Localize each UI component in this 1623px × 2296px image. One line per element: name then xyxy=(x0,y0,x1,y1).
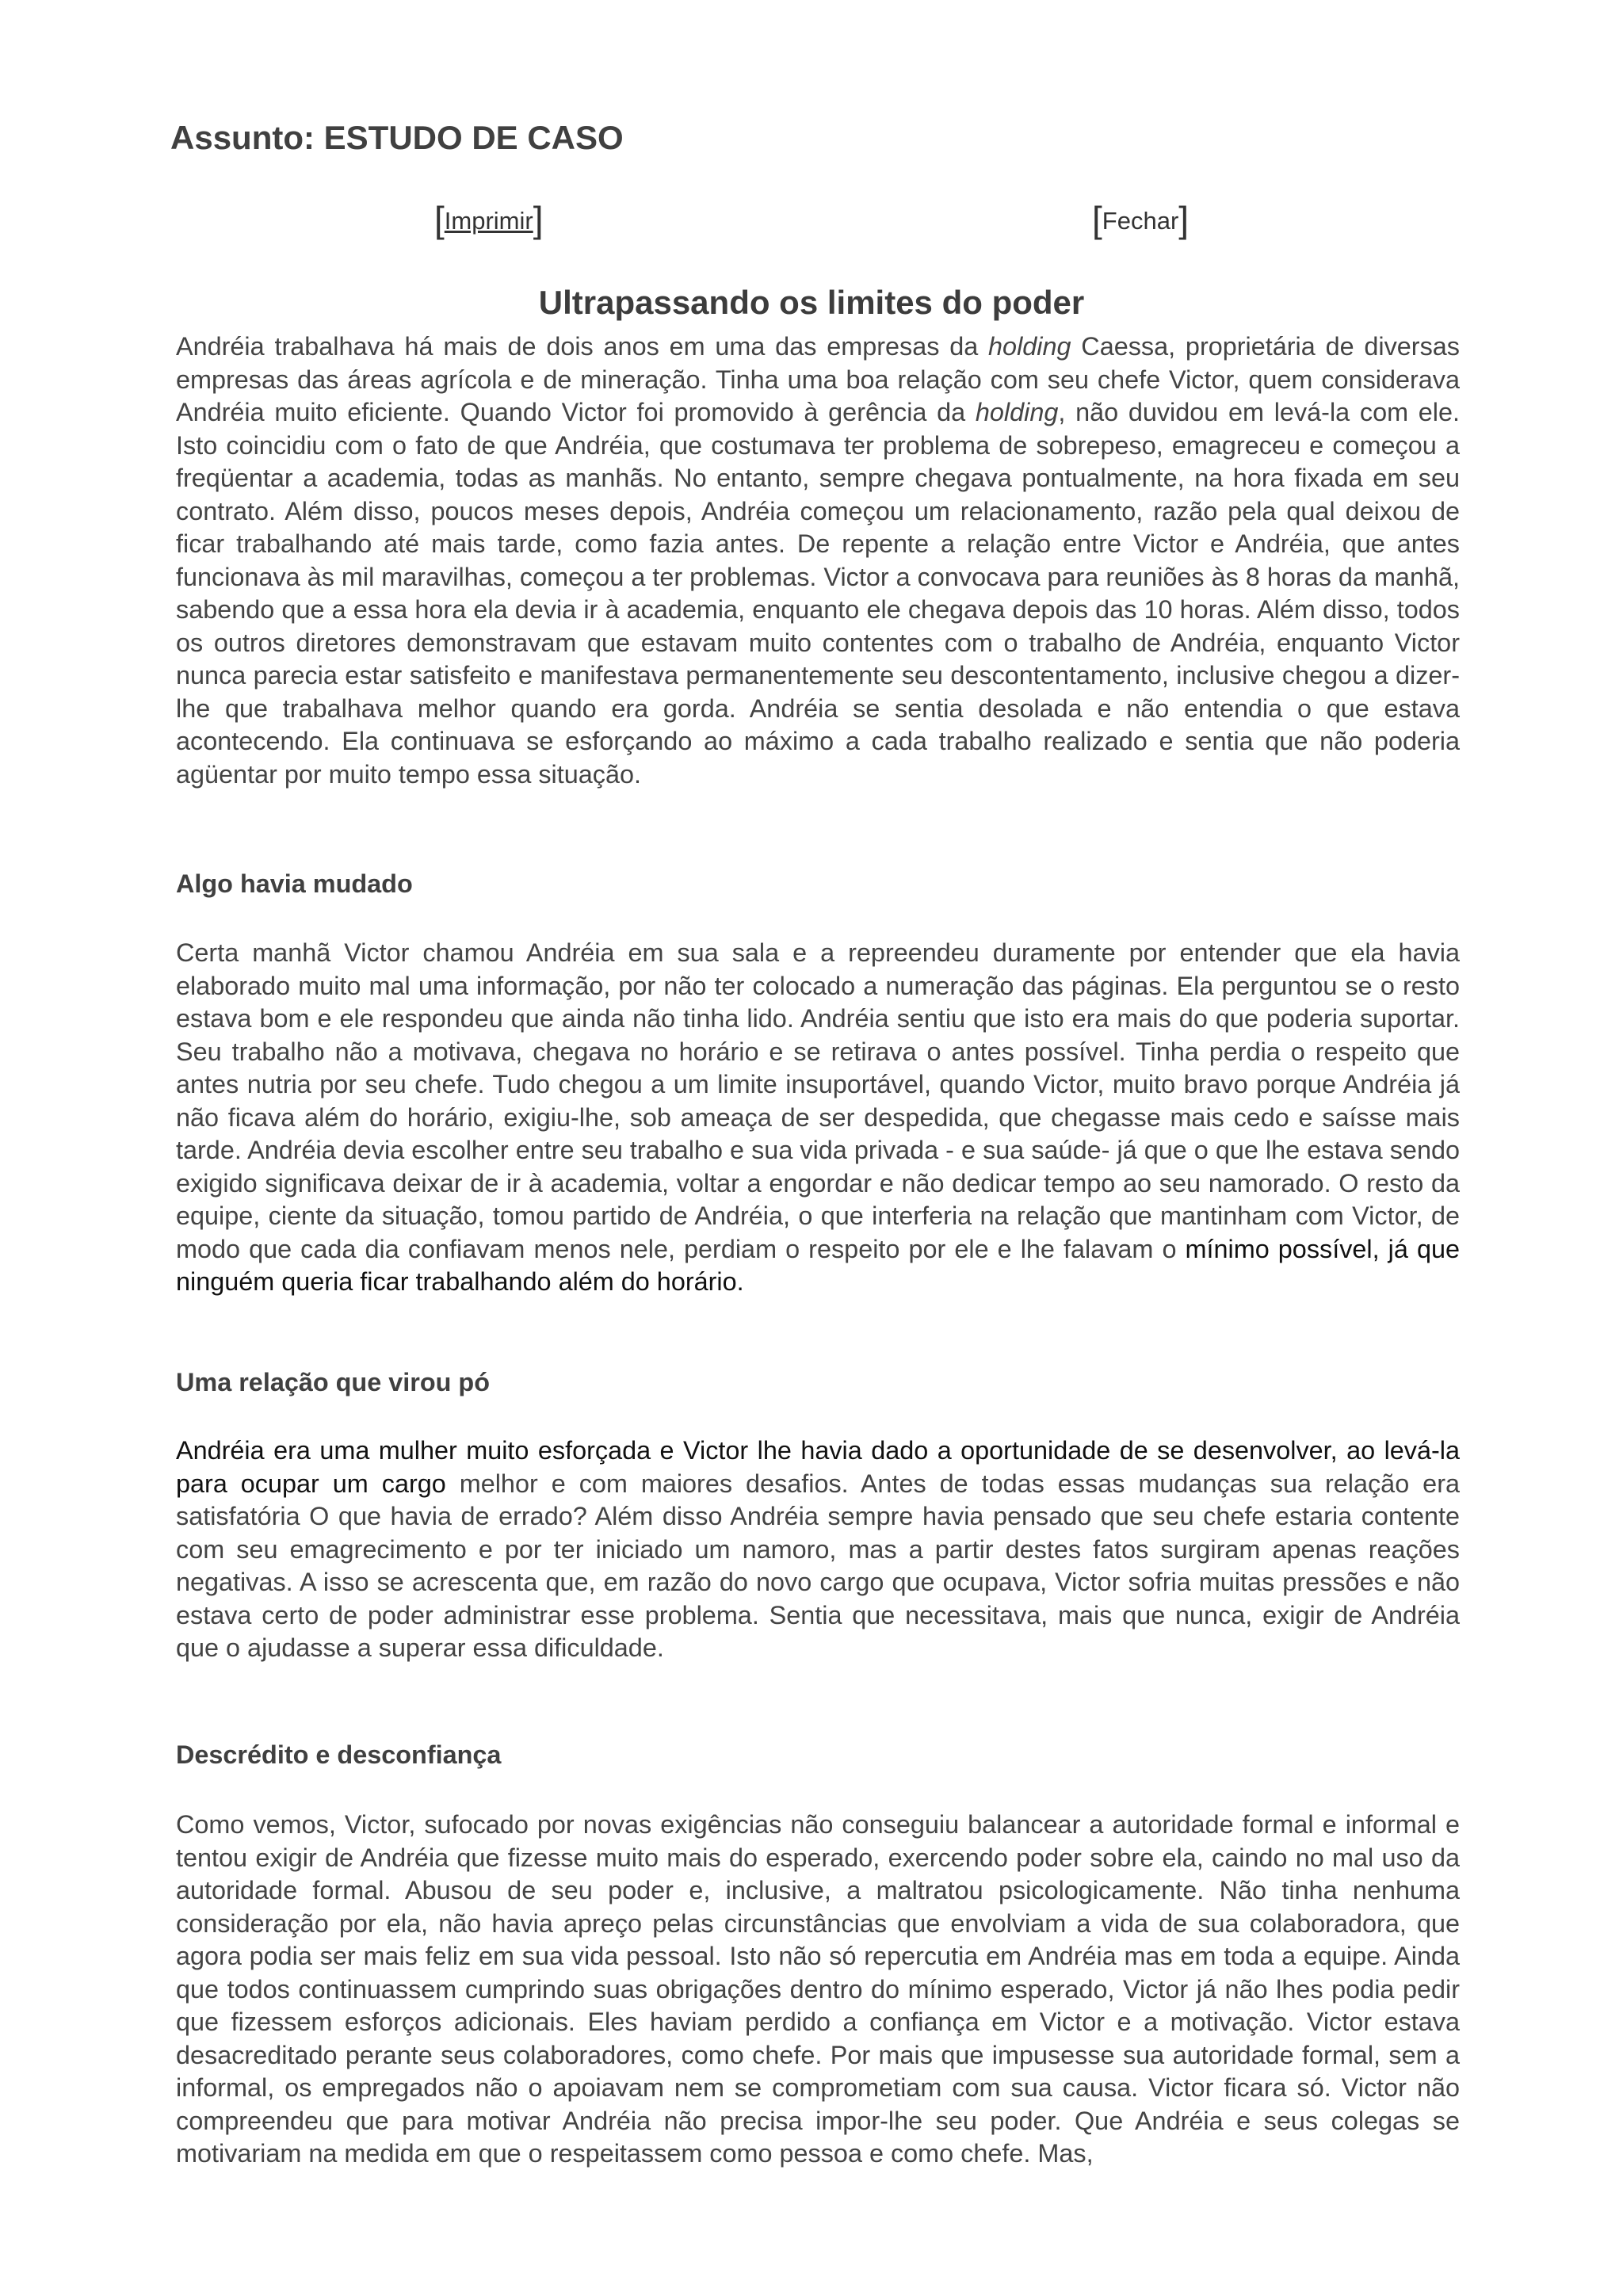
section-heading: Descrédito e desconfiança xyxy=(176,1740,502,1769)
section-heading: Algo havia mudado xyxy=(176,869,413,898)
text-run: , não duvidou em levá-la com ele. Isto coincidiu com o fato de que Andréia, que costumava ter problema de sobrepeso, emagreceu e começou a freqüentar a academia, todas as manhãs. No entanto, sempre chegava pontualmente, na hora fixada em seu contrato. Além disso, poucos meses depois, Andréia começou um relacionamento, razão pela qual deixou de ficar trabalhando até mais tarde, como fazia antes. De repente a relação entre Victor e Andréia, que antes funcionava às mil maravilhas, começou a ter problemas. Victor a convocava para reuniões às 8 horas da manhã, sabendo que a essa hora ela devia ir à academia, enquanto ele chegava depois das 10 horas. Além disso, todos os outros diretores demonstravam que estavam muito contentes com o trabalho de Andréia, enquanto Victor nunca parecia estar satisfeito e manifestava permanentemente seu descontentamento, inclusive chegou a dizer-lhe que trabalhava melhor quando era gorda. Andréia se sentia desolada e não entendia o que estava acontecendo. Ela continuava se esforçando ao máximo a cada trabalho realizado e sentia que não poderia agüentar por muito tempo essa situação. xyxy=(176,398,1461,789)
emphasis-text: holding xyxy=(975,398,1059,426)
text-run: Andréia trabalhava há mais de dois anos em uma das empresas da xyxy=(176,332,989,361)
section-paragraph xyxy=(176,937,1460,1299)
emphasis-text: holding xyxy=(988,332,1071,361)
text-run: melhor e com maiores desafios. Antes de todas essas mudanças sua relação era satisfatória O que havia de errado? Além disso Andréia sempre havia pensado que seu chefe estaria contente com seu emagrecimento e por ter iniciado um namoro, mas a partir destes fatos surgiram apenas reações negativas. A isso se acrescenta que, em razão do novo cargo que ocupava, Victor sofria muitas pressões e não estava certo de poder administrar esse problema. Sentia que necessitava, mais que nunca, exigir de Andréia que o ajudasse a superar essa dificuldade. xyxy=(176,1469,1460,1662)
intro-paragraph xyxy=(176,330,1460,791)
close-link[interactable] xyxy=(1092,198,1189,241)
text-run-dark: Andréia era uma mulher muito esforçada e Victor lhe havia dado a oportunidade de se desenvolver, ao levá-la para ocupar um cargo xyxy=(176,1436,1460,1498)
bracket-close: ] xyxy=(533,199,544,240)
print-link[interactable] xyxy=(434,198,543,241)
close-label[interactable]: Fechar xyxy=(1102,207,1179,235)
text-run-dark: mínimo possível, já que ninguém queria ficar trabalhando além do horário. xyxy=(176,1234,1460,1296)
text-run: Certa manhã Victor chamou Andréia em sua sala e a repreendeu duramente por entender que ela havia elaborado muito mal uma informação, por não ter colocado a numeração das páginas. Ela perguntou se o resto estava bom e ele respondeu que ainda não tinha lido. Andréia sentiu que isto era mais do que poderia suportar. Seu trabalho não a motivava, chegava no horário e se retirava o antes possível. Tinha perdia o respeito que antes nutria por seu chefe. Tudo chegou a um limite insuportável, quando Victor, muito bravo porque Andréia já não ficava além do horário, exigiu-lhe, sob ameaça de ser despedida, que chegasse mais cedo e saísse mais tarde. Andréia devia escolher entre seu trabalho e sua vida privada - e sua saúde- já que o que lhe estava sendo exigido significava deixar de ir à academia, voltar a engordar e não dedicar tempo ao seu namorado. O resto da equipe, ciente da situação, tomou partido de Andréia, o que interferia na relação que mantinham com Victor, de modo que cada dia confiavam menos nele, perdiam o respeito por ele e lhe falavam o xyxy=(176,938,1460,1263)
bracket-open: [ xyxy=(434,199,445,240)
section-heading: Uma relação que virou pó xyxy=(176,1368,490,1396)
bracket-close: ] xyxy=(1178,199,1190,240)
print-label[interactable]: Imprimir xyxy=(444,207,533,235)
text-run: Caessa, proprietária de diversas empresas das áreas agrícola e de mineração. Tinha uma boa relação com seu chefe Victor, quem considerava Andréia muito eficiente. Quando Victor foi promovido à gerência da xyxy=(176,332,1460,426)
action-bar xyxy=(0,198,1623,246)
subject-heading: Assunto: ESTUDO DE CASO xyxy=(170,119,624,156)
bracket-open: [ xyxy=(1092,199,1102,240)
document-title: Ultrapassando os limites do poder xyxy=(538,284,1085,321)
section-paragraph xyxy=(176,1435,1460,1665)
section-paragraph: Como vemos, Victor, sufocado por novas exigências não conseguiu balancear a autoridade formal e informal e tentou exigir de Andréia que fizesse muito mais do esperado, exercendo poder sobre ela, caindo no mal uso da autoridade formal. Abusou de seu poder e, inclusive, a maltratou psicologicamente. Não tinha nenhuma consideração por ela, não havia apreço pelas circunstâncias que envolviam a vida de sua colaboradora, que agora podia ser mais feliz em sua vida pessoal. Isto não só repercutia em Andréia mas em toda a equipe. Ainda que todos continuassem cumprindo suas obrigações dentro do mínimo esperado, Victor já não lhes podia pedir que fizessem esforços adicionais. Eles haviam perdido a confiança em Victor e a motivação. Victor estava desacreditado perante seus colaboradores, como chefe. Por mais que impusesse sua autoridade formal, sem a informal, os empregados não o apoiavam nem se comprometiam com sua causa. Victor ficara só. Victor não compreendeu que para motivar Andréia não precisa impor-lhe seu poder. Que Andréia e seus colegas se motivariam na medida em que o respeitassem como pessoa e como chefe. Mas, xyxy=(176,1810,1460,2168)
